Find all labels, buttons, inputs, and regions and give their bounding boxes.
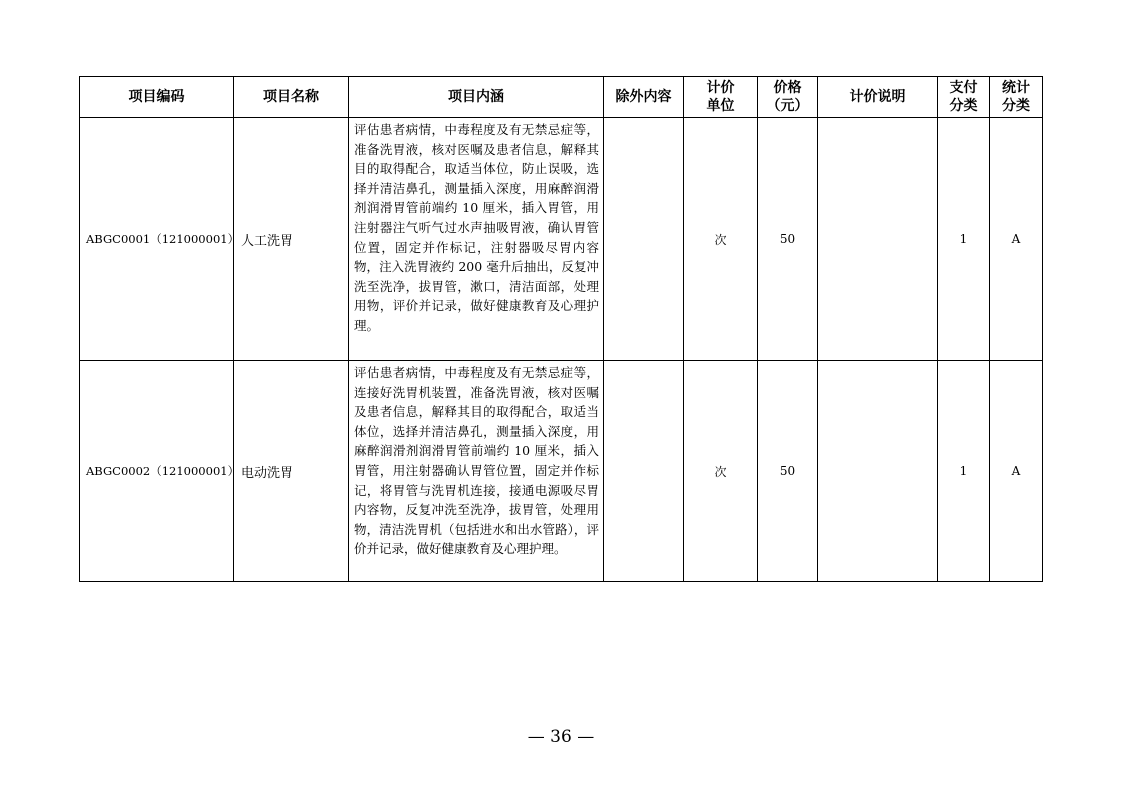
cell-code: ABGC0001（121000001） [80,118,234,361]
header-note: 计价说明 [818,77,938,118]
cell-pay: 1 [938,118,990,361]
header-name: 项目名称 [234,77,349,118]
header-unit [684,77,758,118]
cell-code: ABGC0002（121000001） [80,361,234,582]
header-price-line1: 价格 [773,80,802,96]
cell-stat: A [990,118,1043,361]
header-price [758,77,818,118]
header-price-line2: （元） [766,98,809,114]
header-stat-line1: 统计 [1002,80,1030,96]
table-header-row [80,77,1043,118]
cell-name: 人工洗胃 [234,118,349,361]
cell-unit: 次 [684,118,758,361]
table-row [80,118,1043,361]
cell-note [818,361,938,582]
header-stat [990,77,1043,118]
cell-exclusion [604,118,684,361]
cell-name: 电动洗胃 [234,361,349,582]
header-pay-line2: 分类 [949,98,978,114]
page-number: — 36 — [527,727,595,747]
cell-stat: A [990,361,1043,582]
cell-unit: 次 [684,361,758,582]
cell-price: 50 [758,118,818,361]
header-code: 项目编码 [80,77,234,118]
header-pay-line1: 支付 [949,80,978,96]
cell-exclusion [604,361,684,582]
cell-note [818,118,938,361]
header-stat-line2: 分类 [1002,98,1030,114]
cell-content: 评估患者病情，中毒程度及有无禁忌症等，准备洗胃液，核对医嘱及患者信息，解释其目的取得配合，取适当体位，防止误吸，选择并清洁鼻孔，测量插入深度，用麻醉润滑剂润滑胃管前端约 10 厘米，插入胃管，用注射器注气听气过水声抽吸胃液，确认胃管位置，固定并作标记，注射器吸尽胃内容物，注入洗胃液约 200 毫升后抽出，反复冲洗至洗净，拔胃管，漱口，清洁面部，处理用物，评价并记录，做好健康教育及心理护理。 [349,118,604,361]
table-row [80,361,1043,582]
header-unit-line1: 计价 [706,80,735,96]
header-pay [938,77,990,118]
cell-pay: 1 [938,361,990,582]
cell-price: 50 [758,361,818,582]
fee-table [79,76,1043,582]
header-content: 项目内涵 [349,77,604,118]
header-unit-line2: 单位 [706,98,735,114]
cell-content: 评估患者病情，中毒程度及有无禁忌症等，连接好洗胃机装置，准备洗胃液，核对医嘱及患者信息，解释其目的取得配合，取适当体位，选择并清洁鼻孔，测量插入深度，用麻醉润滑剂润滑胃管前端约 10 厘米，插入胃管，用注射器确认胃管位置，固定并作标记，将胃管与洗胃机连接，接通电源吸尽胃内容物，反复冲洗至洗净，拔胃管，处理用物，清洁洗胃机（包括进水和出水管路），评价并记录，做好健康教育及心理护理。 [349,361,604,582]
header-exclusion: 除外内容 [604,77,684,118]
